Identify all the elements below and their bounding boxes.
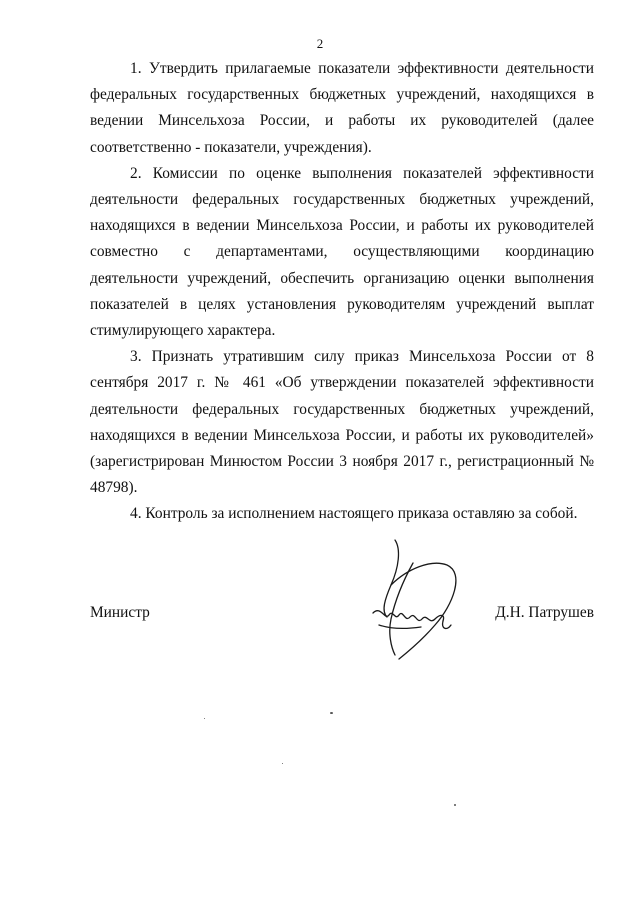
scan-speck xyxy=(454,804,456,806)
scan-speck xyxy=(330,712,333,714)
paragraph-2: 2. Комиссии по оценке выполнения показателей эффективности деятельности федеральных государственных бюджетных учреждений, находящихся в ведении Минсельхоза России, и работы их руководителей совместно с департаментами, осуществляющими координацию деятельности учреждений, обеспечить организацию оценки выполнения показателей в целях установления руководителям учреждений выплат стимулирующего характера. xyxy=(90,164,594,340)
signatory-name: Д.Н. Патрушев xyxy=(495,604,594,621)
handwritten-signature xyxy=(355,535,470,665)
paragraph-4: 4. Контроль за исполнением настоящего приказа оставляю за собой. xyxy=(130,505,578,523)
paragraph-1: 1. Утвердить прилагаемые показатели эффективности деятельности федеральных государственных бюджетных учреждений, находящихся в ведении Минсельхоза России, и работы их руководителей (далее соответственно - показатели, учреждения). xyxy=(90,60,594,156)
signature-block xyxy=(90,604,594,628)
paragraph-3: 3. Признать утратившим силу приказ Минсельхоза России от 8 сентября 2017 г. № 461 «Об утверждении показателей эффективности деятельности федеральных государственных бюджетных учреждений, находящихся в ведении Минсельхоза России, и работы их руководителей» (зарегистрирован Минюстом России 3 ноября 2017 г., регистрационный № 48798). xyxy=(90,348,594,497)
page-number: 2 xyxy=(316,36,324,51)
scan-speck xyxy=(204,718,205,719)
document-body xyxy=(90,56,594,528)
scan-speck xyxy=(282,763,283,764)
signatory-position: Министр xyxy=(90,604,150,621)
